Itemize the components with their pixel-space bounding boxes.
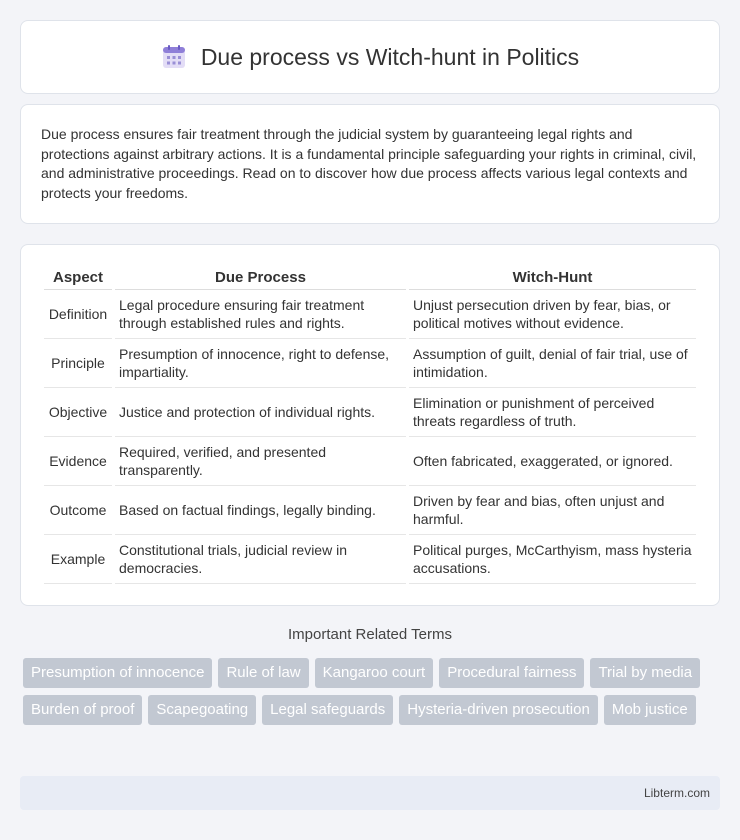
related-term-tag[interactable]: Trial by media — [590, 658, 700, 688]
table-row — [44, 486, 696, 535]
related-terms-list — [23, 658, 723, 725]
aspect-cell: Evidence — [44, 437, 112, 486]
comparison-table-card — [20, 244, 720, 606]
related-term-tag[interactable]: Presumption of innocence — [23, 658, 212, 688]
related-term-tag[interactable]: Kangaroo court — [315, 658, 434, 688]
aspect-cell: Definition — [44, 290, 112, 339]
page-title: Due process vs Witch-hunt in Politics — [200, 43, 580, 70]
header-card — [20, 20, 720, 94]
intro-card — [20, 104, 720, 224]
due-process-cell: Constitutional trials, judicial review in democracies. — [115, 535, 406, 584]
footer-link[interactable]: Libterm.com — [643, 786, 710, 800]
related-term-tag[interactable]: Burden of proof — [23, 695, 142, 725]
column-header: Witch-Hunt — [409, 265, 696, 290]
comparison-table — [41, 265, 699, 584]
related-term-tag[interactable]: Legal safeguards — [262, 695, 393, 725]
due-process-cell: Based on factual findings, legally binding. — [115, 486, 406, 535]
related-term-tag[interactable]: Hysteria-driven prosecution — [399, 695, 598, 725]
related-terms-title: Important Related Terms — [288, 626, 452, 643]
witch-hunt-cell: Elimination or punishment of perceived threats regardless of truth. — [409, 388, 696, 437]
table-header-row — [44, 265, 696, 290]
related-term-tag[interactable]: Procedural fairness — [439, 658, 584, 688]
due-process-cell: Presumption of innocence, right to defense, impartiality. — [115, 339, 406, 388]
column-header: Aspect — [44, 265, 112, 290]
due-process-cell: Justice and protection of individual rights. — [115, 388, 406, 437]
due-process-cell: Legal procedure ensuring fair treatment through established rules and rights. — [115, 290, 406, 339]
witch-hunt-cell: Driven by fear and bias, often unjust and harmful. — [409, 486, 696, 535]
table-row — [44, 339, 696, 388]
table-row — [44, 388, 696, 437]
related-term-tag[interactable]: Mob justice — [604, 695, 696, 725]
aspect-cell: Objective — [44, 388, 112, 437]
footer — [20, 776, 720, 810]
aspect-cell: Outcome — [44, 486, 112, 535]
aspect-cell: Example — [44, 535, 112, 584]
related-term-tag[interactable]: Scapegoating — [148, 695, 256, 725]
witch-hunt-cell: Assumption of guilt, denial of fair trial, use of intimidation. — [409, 339, 696, 388]
witch-hunt-cell: Political purges, McCarthyism, mass hysteria accusations. — [409, 535, 696, 584]
table-row — [44, 535, 696, 584]
table-row — [44, 290, 696, 339]
table-row — [44, 437, 696, 486]
column-header: Due Process — [115, 265, 406, 290]
calendar-grid-icon — [161, 44, 187, 70]
related-term-tag[interactable]: Rule of law — [218, 658, 308, 688]
aspect-cell: Principle — [44, 339, 112, 388]
witch-hunt-cell: Often fabricated, exaggerated, or ignored. — [409, 437, 696, 486]
intro-text: Due process ensures fair treatment through the judicial system by guaranteeing legal rights and protections against arbitrary actions. It is a fundamental principle safeguarding your rights in criminal, civil, and administrative proceedings. Read on to discover how due process affects various legal contexts and protects your freedoms. — [41, 126, 697, 201]
witch-hunt-cell: Unjust persecution driven by fear, bias, or political motives without evidence. — [409, 290, 696, 339]
due-process-cell: Required, verified, and presented transparently. — [115, 437, 406, 486]
